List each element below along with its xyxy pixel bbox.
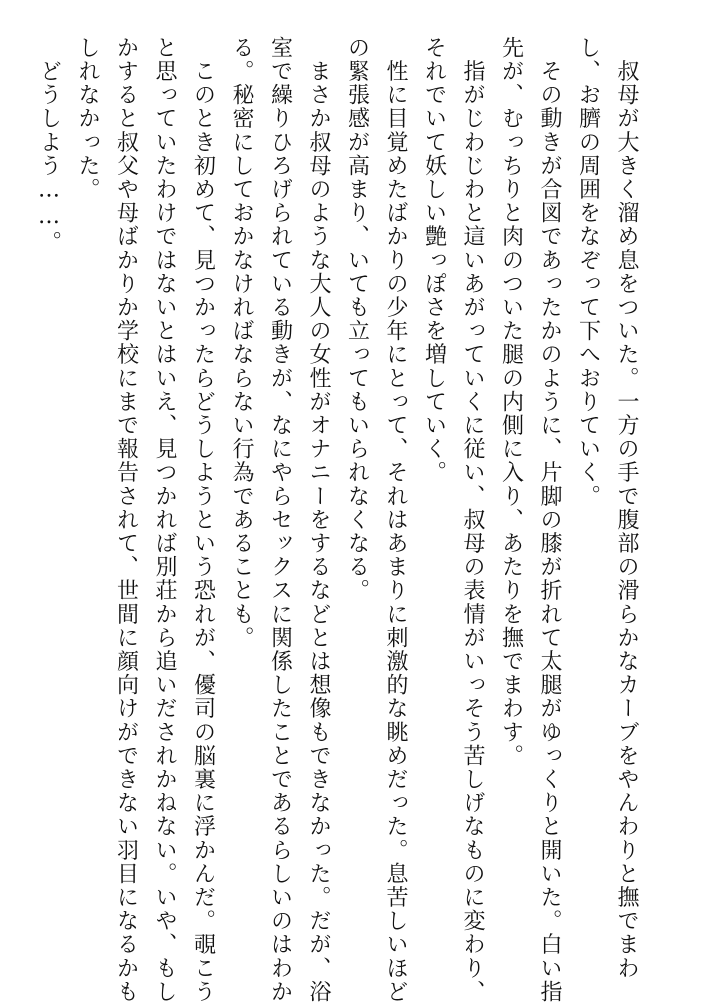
text-line: しれなかった。: [75, 36, 100, 202]
vertical-text-body: [29, 36, 645, 1004]
text-line: 指がじわじわと這いあがっていくに従い、叔母の表情がいっそう苦しげなものに変わり、: [460, 36, 485, 1004]
text-line: まさか叔母のような大人の女性がオナニーをするなどとは想像もできなかった。だが、浴: [306, 36, 331, 1004]
text-line: このとき初めて、見つかったらどうしようという恐れが、優司の脳裏に浮かんだ。覗こう: [190, 36, 216, 1004]
text-line: 室で繰りひろげられている動きが、なにやらセックスに関係したことであるらしいのはわか: [267, 36, 293, 1004]
text-line: の緊張感が高まり、いても立ってもいられなくなる。: [344, 36, 370, 603]
text-line: それでいて妖しい艶っぽさを増していく。: [421, 36, 447, 485]
text-line: と思っていたわけではないとはいえ、見つかれば別荘から追いだされかねない。いや、もし: [152, 36, 177, 1004]
text-line: 叔母が大きく溜め息をついた。一方の手で腹部の滑らかなカーブをやんわりと撫でまわ: [614, 36, 639, 980]
text-line: る。秘密にしておかなければならない行為であることも。: [229, 36, 254, 650]
text-line: 性に目覚めたばかりの少年にとって、それはあまりに刺激的な眺めだった。息苦しいほど: [383, 36, 408, 1004]
text-line: 先が、むっちりと肉のついた腿の内側に入り、あたりを撫でまわす。: [498, 36, 524, 768]
text-line: その動きが合図であったかのように、片脚の膝が折れて太腿がゆっくりと開いた。白い指: [537, 36, 562, 1004]
text-line: どうしよう……。: [36, 36, 62, 255]
text-line: かすると叔父や母ばかりか学校にまで報告されて、世間に顔向けができない羽目になるかも: [113, 36, 139, 1004]
text-line: し、お臍の周囲をなぞって下へおりていく。: [575, 36, 601, 508]
